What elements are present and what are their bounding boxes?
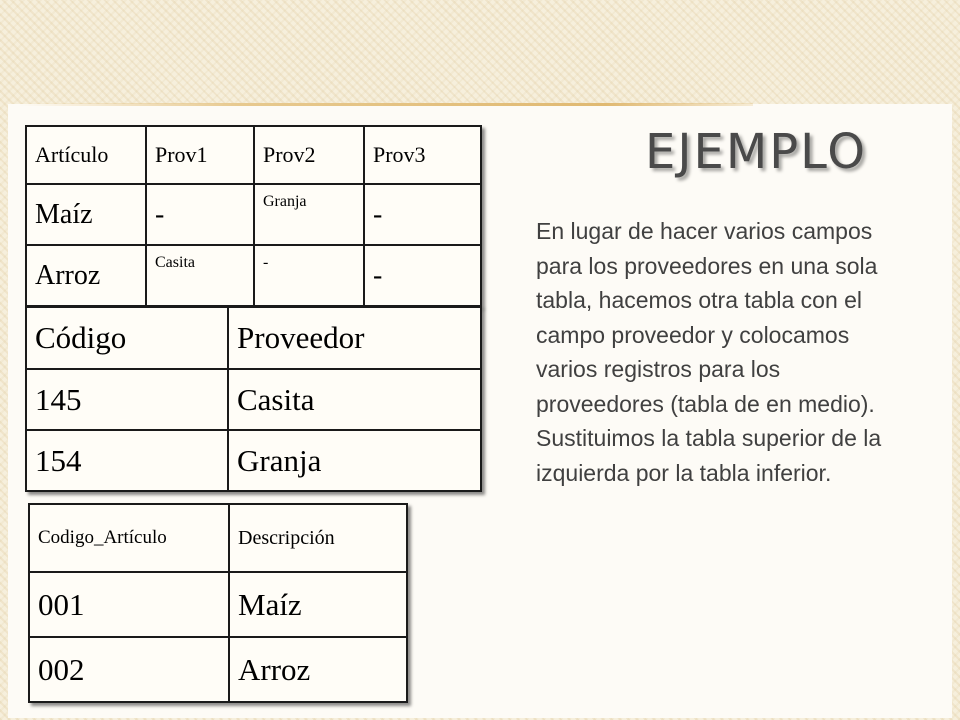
- table-header-cell: Prov2: [254, 126, 364, 184]
- suppliers-table: [25, 306, 482, 492]
- table-row: [26, 369, 481, 430]
- table-cell: 154: [26, 430, 228, 491]
- table-cell: Granja: [228, 430, 481, 491]
- suppliers-per-article-table: [25, 125, 482, 307]
- table-cell: -: [364, 245, 481, 306]
- slide-title: EJEMPLO: [645, 124, 867, 180]
- table-header-cell: Descripción: [229, 504, 407, 572]
- table-cell: -: [364, 184, 481, 245]
- table-header-row: [29, 504, 407, 572]
- table-cell: Arroz: [229, 637, 407, 702]
- table-header-cell: Código: [26, 307, 228, 369]
- table-row: [26, 430, 481, 491]
- table-header-cell: Prov1: [146, 126, 254, 184]
- table-row: [29, 572, 407, 637]
- table-cell: Granja: [254, 184, 364, 245]
- decorative-rule: [18, 103, 753, 106]
- table-cell: Casita: [228, 369, 481, 430]
- table-cell: -: [146, 184, 254, 245]
- table-header-cell: Proveedor: [228, 307, 481, 369]
- table-header-row: [26, 307, 481, 369]
- table-cell: Casita: [146, 245, 254, 306]
- table-cell: 001: [29, 572, 229, 637]
- table-cell: -: [254, 245, 364, 306]
- table-cell: Arroz: [26, 245, 146, 306]
- table-row: [29, 637, 407, 702]
- articles-table: [28, 503, 408, 703]
- table-cell: 145: [26, 369, 228, 430]
- table-header-cell: Prov3: [364, 126, 481, 184]
- slide-body-text: En lugar de hacer varios campos para los proveedores en una sola tabla, hacemos otra tabla con el campo proveedor y colocamos varios registros para los proveedores (tabla de en medio). Sustituimos la tabla superior de la izquierda por la tabla inferior.: [536, 218, 882, 486]
- table-cell: Maíz: [229, 572, 407, 637]
- table-header-row: [26, 126, 481, 184]
- table-header-cell: Codigo_Artículo: [29, 504, 229, 572]
- table-row: [26, 245, 481, 306]
- table-header-cell: Artículo: [26, 126, 146, 184]
- table-cell: Maíz: [26, 184, 146, 245]
- table-row: [26, 184, 481, 245]
- table-cell: 002: [29, 637, 229, 702]
